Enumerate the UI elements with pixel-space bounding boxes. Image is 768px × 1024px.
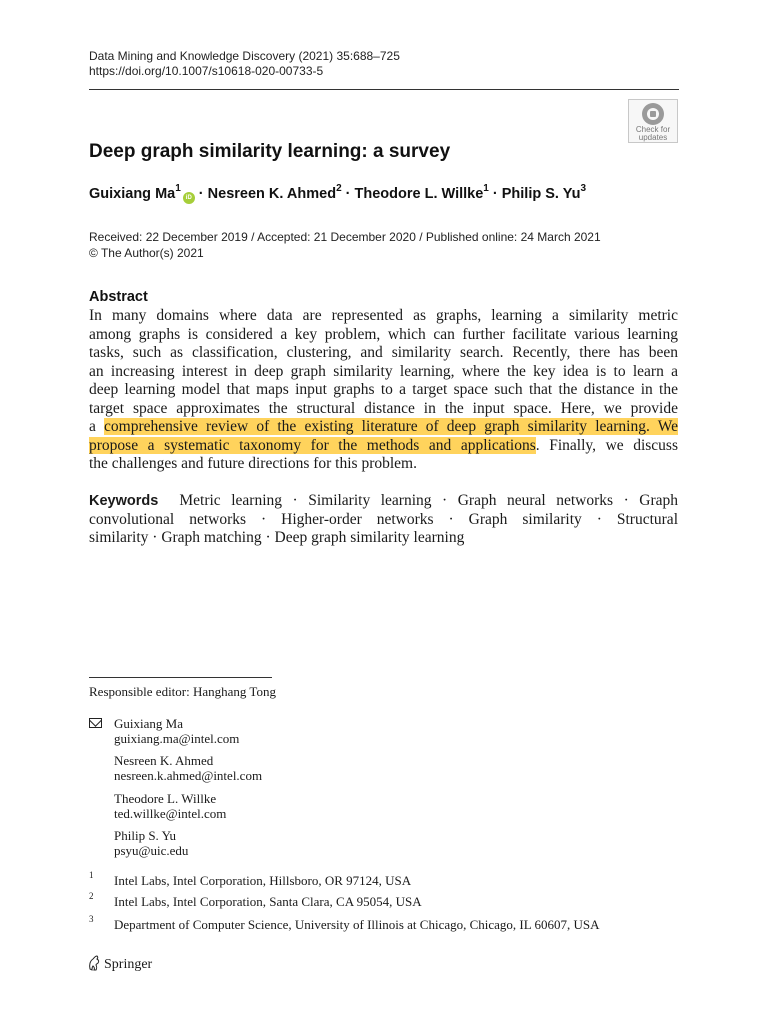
contact-email[interactable]: guixiang.ma@intel.com xyxy=(114,731,240,746)
abstract-line: tasks, such as classification, clustering, and similarity search. Recently, there has been xyxy=(89,344,678,361)
abstract-line xyxy=(89,418,678,437)
responsible-editor: Responsible editor: Hanghang Tong xyxy=(89,684,276,699)
publisher-name: Springer xyxy=(104,957,153,972)
affiliation-text: Intel Labs, Intel Corporation, Hillsboro, OR 97124, USA xyxy=(114,873,412,888)
abstract-text: a xyxy=(89,418,105,435)
contact-email[interactable]: ted.willke@intel.com xyxy=(114,806,227,821)
journal-citation: Data Mining and Knowledge Discovery (2021) 35:688–725 xyxy=(89,49,400,63)
author-affil-sup: 2 xyxy=(336,183,342,194)
contact-entry xyxy=(114,716,239,746)
springer-horse-icon xyxy=(87,955,101,971)
author-affil-sup: 3 xyxy=(580,183,587,194)
keywords-text: Metric learning · Similarity learning · Graph neural networks · Graph xyxy=(179,492,679,509)
abstract-line: the challenges and future directions for this problem. xyxy=(89,455,417,472)
paper-title: Deep graph similarity learning: a survey xyxy=(89,141,451,162)
check-for-updates-label-1: Check for xyxy=(635,125,671,134)
envelope-icon xyxy=(89,718,102,728)
abstract-heading: Abstract xyxy=(89,289,148,305)
journal-header xyxy=(89,49,400,79)
highlighted-text[interactable]: comprehensive review of the existing literature of deep graph similarity learning. We xyxy=(104,418,678,435)
abstract-body xyxy=(89,307,678,474)
author-affil-sup: 1 xyxy=(175,183,181,194)
contact-name: Philip S. Yu xyxy=(114,828,177,843)
contact-name: Theodore L. Willke xyxy=(114,791,217,806)
affiliation-number: 2 xyxy=(89,891,94,901)
header-rule xyxy=(89,89,679,90)
author-name: Nesreen K. Ahmed xyxy=(207,186,337,202)
author-name: Philip S. Yu xyxy=(501,186,581,202)
publication-dates xyxy=(89,229,601,261)
abstract-line: In many domains where data are represented as graphs, learning a similarity metric xyxy=(89,307,678,324)
footnote-rule xyxy=(89,677,272,678)
contact-entry xyxy=(114,828,188,858)
abstract-text: . Finally, we discuss xyxy=(535,436,678,454)
orcid-icon[interactable]: iD xyxy=(183,192,195,204)
abstract-line xyxy=(89,437,678,456)
author-separator: · xyxy=(341,186,355,202)
check-for-updates-badge[interactable] xyxy=(628,99,678,143)
author-name: Guixiang Ma xyxy=(89,186,176,202)
doi-link[interactable]: https://doi.org/10.1007/s10618-020-00733-5 xyxy=(89,64,324,78)
keywords-heading: Keywords xyxy=(89,493,159,509)
abstract-line: deep learning model that maps input graphs to a target space such that the distance in the xyxy=(89,381,678,398)
contact-entry xyxy=(114,791,226,821)
contact-name: Guixiang Ma xyxy=(114,716,183,731)
author-name: Theodore L. Willke xyxy=(354,186,484,202)
affiliation-number: 3 xyxy=(89,914,94,924)
keywords-line xyxy=(89,492,678,511)
abstract-line: an increasing interest in deep graph similarity learning, where the key idea is to learn a xyxy=(89,362,678,380)
contact-entry xyxy=(114,753,262,783)
dates-line: Received: 22 December 2019 / Accepted: 21 December 2020 / Published online: 24 March 2021 xyxy=(89,230,601,244)
affiliation-number: 1 xyxy=(89,870,94,880)
copyright-line: © The Author(s) 2021 xyxy=(89,246,204,260)
keywords-line: similarity · Graph matching · Deep graph similarity learning xyxy=(89,529,465,546)
publisher-logo xyxy=(87,955,152,973)
author-separator: · xyxy=(194,186,208,202)
abstract-line: among graphs is considered a key problem, which can further facilitate various learning xyxy=(89,325,678,343)
affiliation-text: Intel Labs, Intel Corporation, Santa Clara, CA 95054, USA xyxy=(114,894,422,909)
highlighted-text[interactable]: propose a systematic taxonomy for the methods and applications xyxy=(89,436,536,454)
contact-email[interactable]: psyu@uic.edu xyxy=(114,843,189,858)
contact-name: Nesreen K. Ahmed xyxy=(114,753,214,768)
check-for-updates-label-2: updates xyxy=(638,133,668,142)
keywords-block xyxy=(89,492,678,548)
keywords-line: convolutional networks · Higher-order networks · Graph similarity · Structural xyxy=(89,510,678,528)
abstract-line: target space approximates the structural distance in the input space. Here, we provide xyxy=(89,399,678,417)
affiliation-text: Department of Computer Science, University of Illinois at Chicago, Chicago, IL 60607, USA xyxy=(114,917,600,932)
check-for-updates-icon xyxy=(642,103,664,125)
author-separator: · xyxy=(488,186,502,202)
contact-email[interactable]: nesreen.k.ahmed@intel.com xyxy=(114,768,263,783)
author-list xyxy=(89,183,587,204)
author-affil-sup: 1 xyxy=(483,183,489,194)
